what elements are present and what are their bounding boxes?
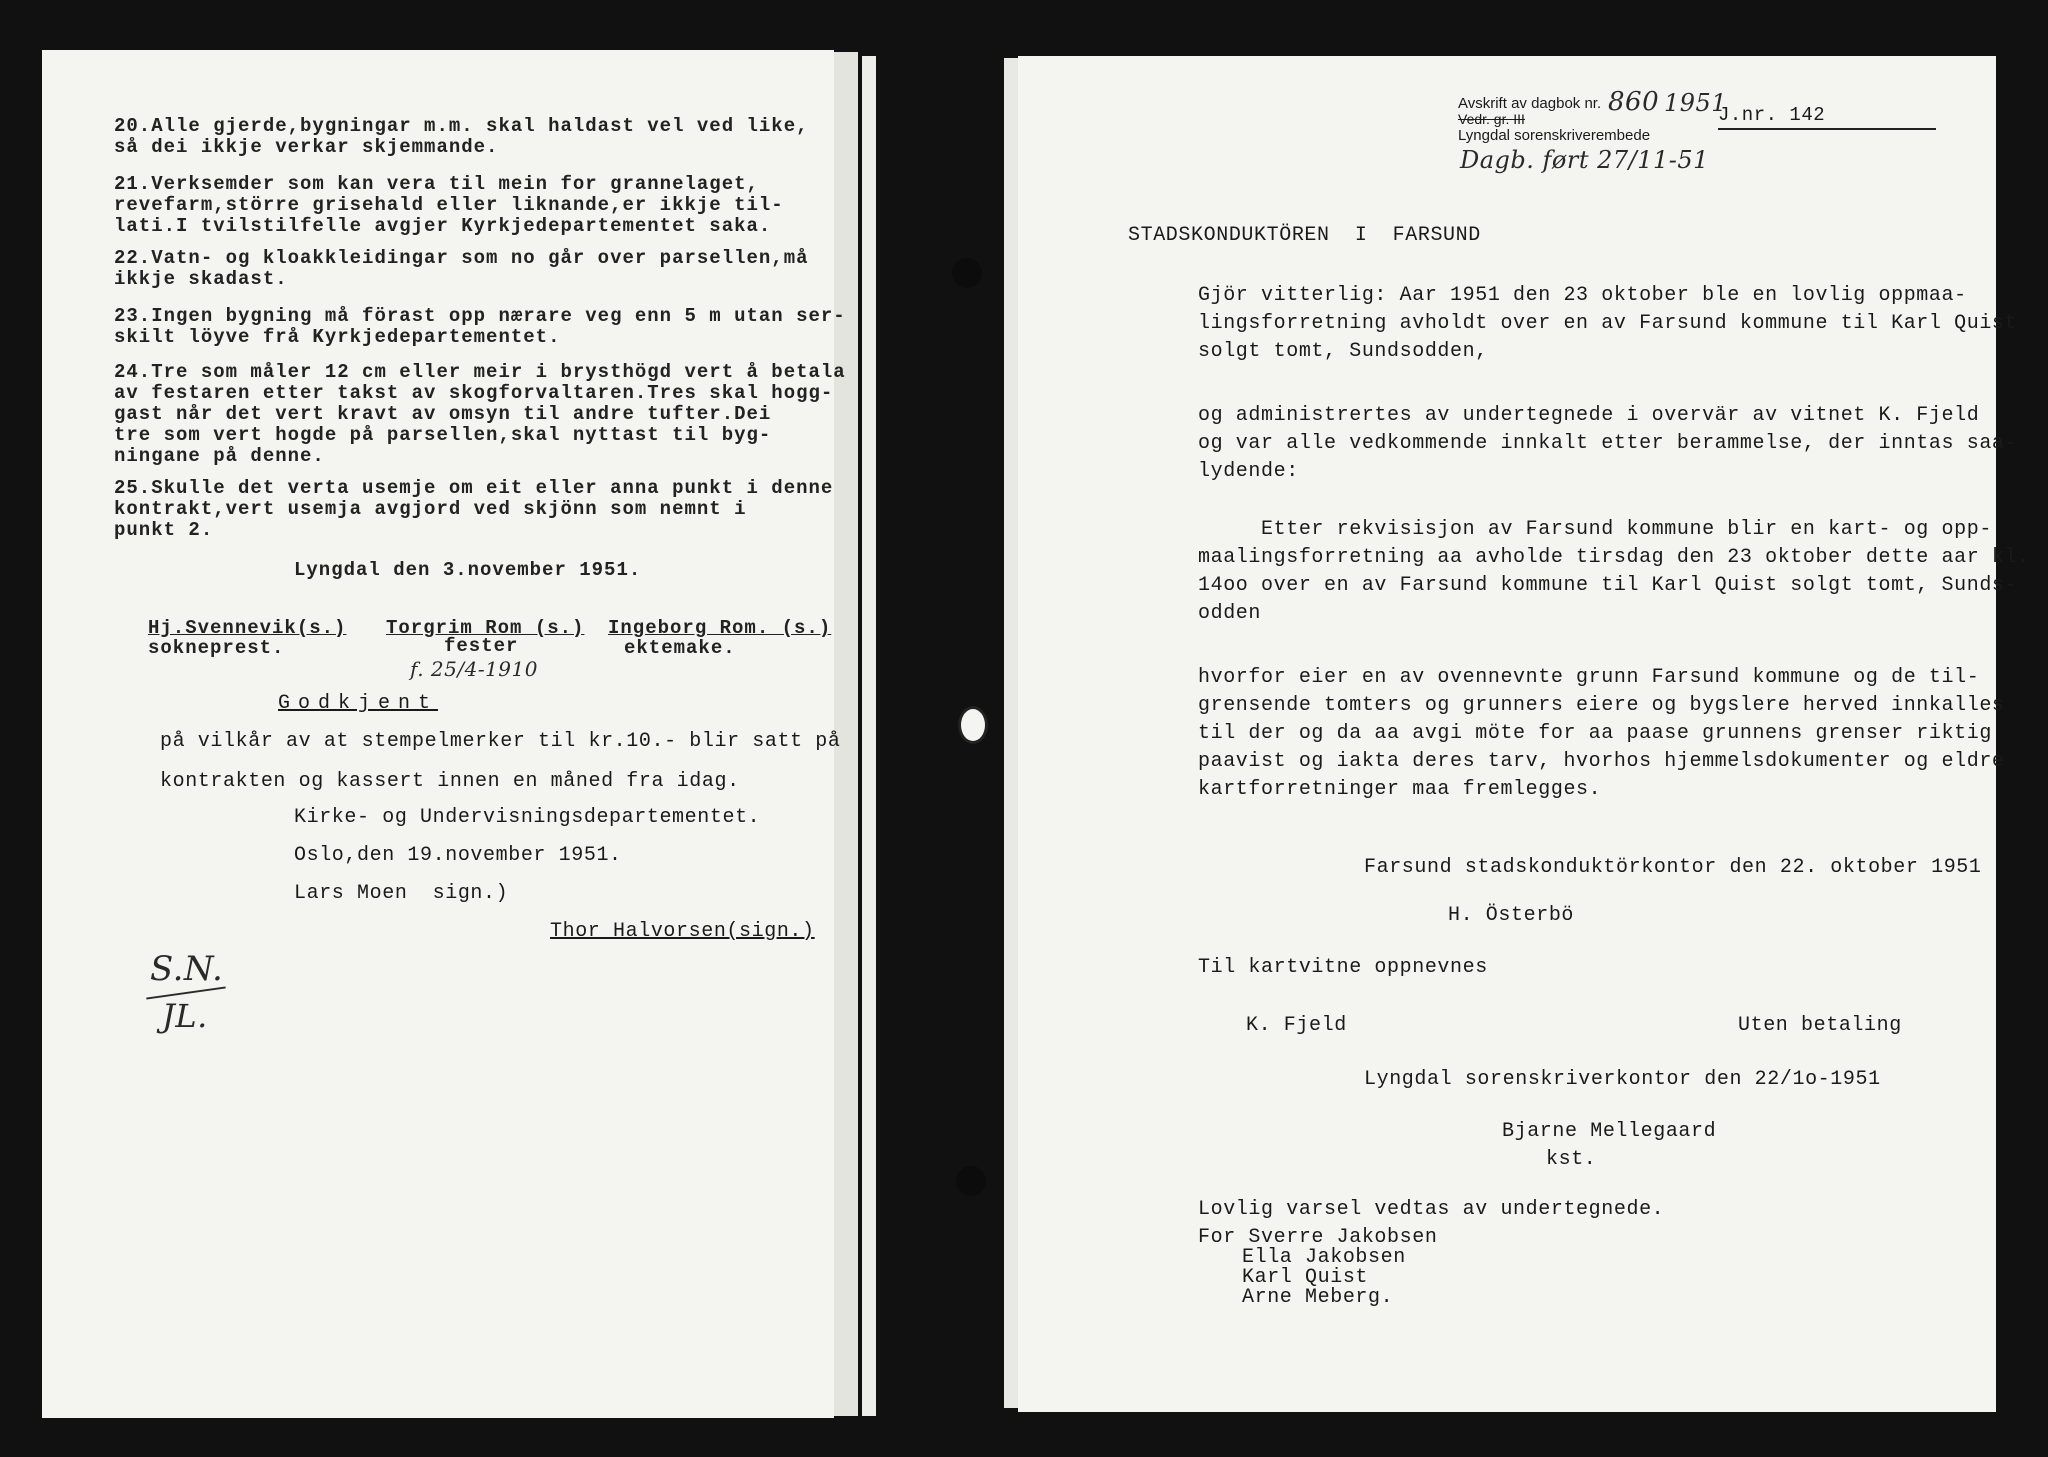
signer-name: Thor Halvorsen(sign.) bbox=[550, 920, 815, 943]
witness-name: K. Fjeld bbox=[1246, 1014, 1347, 1037]
clause-25: 25.Skulle det verta usemje om eit eller anna punkt i denne kontrakt,vert usemja avgjord ved skjönn som nemnt i punkt 2. bbox=[114, 477, 834, 541]
clause-20: 20.Alle gjerde,bygningar m.m. skal haldast vel ved like, så dei ikkje verkar skjemmande. bbox=[114, 115, 809, 158]
party-name: Ella Jakobsen bbox=[1242, 1246, 1406, 1269]
place-date: Lyngdal den 3.november 1951. bbox=[294, 559, 642, 581]
signature-role: fester bbox=[444, 635, 519, 657]
punch-hole bbox=[956, 1166, 986, 1196]
clause-21: 21.Verksemder som kan vera til mein for grannelaget, revefarm,större grisehald eller liknande,er ikkje til- lati.I tvilstilfelle avgjer Kyrkjedepartementet saka. bbox=[114, 173, 784, 237]
stamp-line: Lyngdal sorenskriverembede bbox=[1458, 127, 1651, 144]
paragraph: Gjör vitterlig: Aar 1951 den 23 oktober ble en lovlig oppmaa- lingsforretning avholdt over en av Farsund kommune til Karl Quist solgt tomt, Sundsodden, bbox=[1198, 284, 2018, 363]
approval-line: på vilkår av at stempelmerker til kr.10.- blir satt på bbox=[160, 730, 841, 753]
office-date: Lyngdal sorenskriverkontor den 22/1o-1951 bbox=[1364, 1068, 1881, 1091]
for-line: For Sverre Jakobsen bbox=[1198, 1226, 1438, 1249]
stamp-line: Avskrift av dagbok nr. bbox=[1458, 95, 1602, 112]
journal-number-underline bbox=[1718, 128, 1936, 130]
department: Kirke- og Undervisningsdepartementet. bbox=[294, 806, 761, 829]
approval-line: kontrakten og kassert innen en måned fra idag. bbox=[160, 770, 740, 793]
handwritten-initials: S.N. bbox=[150, 949, 224, 989]
punch-hole bbox=[958, 706, 988, 744]
party-name: Arne Meberg. bbox=[1242, 1286, 1394, 1309]
handwritten-initials: JL. bbox=[162, 997, 208, 1035]
document-heading: STADSKONDUKTÖREN I FARSUND bbox=[1128, 224, 1481, 247]
clause-23: 23.Ingen bygning må förast opp nærare veg enn 5 m utan ser- skilt löyve frå Kyrkjedepartementet. bbox=[114, 305, 846, 348]
gutter-strip bbox=[862, 56, 876, 1416]
office-date: Farsund stadskonduktörkontor den 22. oktober 1951 bbox=[1364, 856, 1982, 879]
stamp-line: Vedr. gr. III bbox=[1458, 111, 1525, 127]
party-name: Karl Quist bbox=[1242, 1266, 1369, 1289]
right-page bbox=[1018, 56, 2030, 1412]
signer-title: kst. bbox=[1546, 1148, 1597, 1171]
witness-note: Uten betaling bbox=[1738, 1014, 1902, 1037]
approved-heading: Godkjent bbox=[278, 692, 439, 715]
handwritten-dagbok-nr: 860 bbox=[1608, 87, 1660, 117]
approval-date: Oslo,den 19.november 1951. bbox=[294, 844, 622, 867]
witness-heading: Til kartvitne oppnevnes bbox=[1198, 956, 1488, 979]
clause-22: 22.Vatn- og kloakkleidingar som no går over parsellen,må ikkje skadast. bbox=[114, 247, 809, 290]
handwritten-year: 1951 bbox=[1664, 89, 1728, 117]
punch-hole bbox=[952, 258, 982, 288]
paragraph: og administrertes av undertegnede i overvär av vitnet K. Fjeld og var alle vedkommende innkalt etter berammelse, der inntas saa- lydende: bbox=[1198, 404, 2018, 483]
handwritten-birthdate: f. 25/4-1910 bbox=[410, 657, 538, 681]
paragraph: Etter rekvisisjon av Farsund kommune blir en kart- og opp- maalingsforretning aa avholde tirsdag den 23 oktober dette aar kl. 14oo over en av Farsund kommune til Karl Quist solgt tomt, Sunds- odden bbox=[1198, 518, 2030, 625]
signature-name: Ingeborg Rom. (s.) bbox=[608, 617, 832, 639]
signature-role: ektemake. bbox=[624, 637, 736, 659]
journal-number: J.nr. 142 bbox=[1718, 104, 1826, 126]
signer-name: H. Österbö bbox=[1448, 904, 1575, 927]
signer-name: Bjarne Mellegaard bbox=[1502, 1120, 1717, 1143]
handwritten-dagbok-note: Dagb. ført 27/11-51 bbox=[1460, 146, 1709, 174]
signature-name: Hj.Svennevik(s.) bbox=[148, 617, 347, 639]
signature-name: Torgrim Rom (s.) bbox=[386, 617, 585, 639]
signature-role: sokneprest. bbox=[148, 637, 285, 659]
left-page bbox=[42, 50, 846, 1418]
paragraph: hvorfor eier en av ovennevnte grunn Farsund kommune og de til- grensende tomters og grunners eiere og bygslere herved innkalles til der og da aa avgi möte for aa paase grunnens grenser riktig paavist og iakta deres tarv, hvorhos hjemmelsdokumenter og eldre kartforretninger maa fremlegges. bbox=[1198, 666, 2005, 801]
signer-name: Lars Moen sign.) bbox=[294, 882, 509, 905]
notice: Lovlig varsel vedtas av undertegnede. bbox=[1198, 1198, 1665, 1221]
clause-24: 24.Tre som måler 12 cm eller meir i brysthögd vert å betala av festaren etter takst av skogforvaltaren.Tres skal hogg- gast når det vert kravt av omsyn til andre tufter.Dei tre som vert hogde på parsellen,skal nyttast til byg- ningane på denne. bbox=[114, 361, 846, 467]
